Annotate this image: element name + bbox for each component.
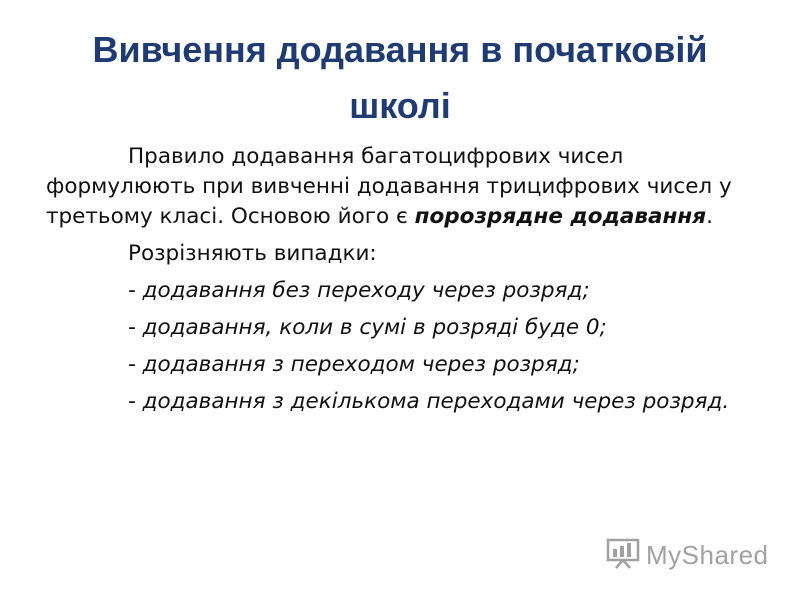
intro-end: . (706, 204, 713, 229)
watermark-text: MyShared (646, 540, 769, 570)
intro-text: Правило додавання багатоцифрових чисел формулюють при вивченні додавання трицифрових чисел у третьому класі. Основою його є (46, 144, 732, 229)
slide-title: Вивчення додавання в початковій школі (92, 29, 708, 126)
case-item: - додавання з декількома переходами через розряд. (128, 389, 730, 414)
watermark-logo (606, 537, 769, 573)
intro-paragraph (46, 142, 754, 232)
case-item: - додавання без переходу через розряд; (128, 278, 590, 303)
presentation-board-icon (606, 537, 640, 573)
case-item: - додавання, коли в сумі в розряді буде 0; (128, 315, 607, 340)
case-item: - додавання з переходом через розряд; (128, 352, 580, 377)
cases-heading: Розрізняють випадки: (128, 241, 377, 266)
slide-body (46, 142, 754, 417)
intro-emphasis: порозрядне додавання (414, 204, 707, 229)
